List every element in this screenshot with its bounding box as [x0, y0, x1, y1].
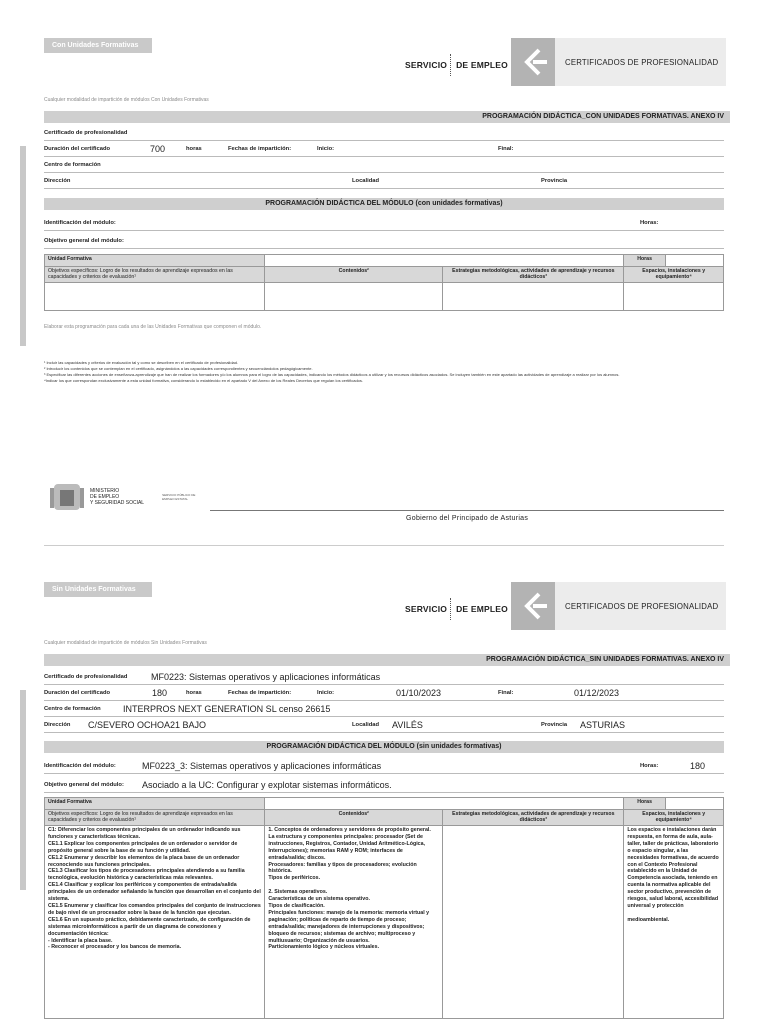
divider [44, 716, 724, 717]
centro-value: INTERPROS NEXT GENERATION SL censo 26615 [123, 704, 331, 714]
con-unidades-tag: Con Unidades Formativas [44, 38, 152, 53]
duracion-label: Duración del certificado [44, 690, 111, 696]
coat-of-arms-icon [50, 480, 84, 514]
horas-unit: horas [186, 690, 202, 696]
localidad-label: Localidad [352, 722, 380, 728]
objetivos-cell [45, 826, 265, 1019]
fechas-label: Fechas de impartición: [228, 690, 292, 696]
footnote: ³ Especificar las diferentes acciones de enseñanza-aprendizaje que han de realizar los formadores y/o los alumnos para el logro de las capacidades, indicando los métodos didácticos a utilizar y los recursos didácticos asociados. Se incluyen también en este apartado las actividades de aprendizaje a realizar por los alumnos. [44, 372, 620, 377]
page-divider [44, 545, 724, 546]
unidad-formativa-cell [265, 255, 624, 267]
divider [44, 684, 724, 685]
espacios-cell [624, 826, 724, 1019]
divider [44, 188, 724, 189]
cert-title: CERTIFICADOS DE PROFESIONALIDAD [565, 57, 719, 67]
direccion-value: C/SEVERO OCHOA21 BAJO [88, 720, 207, 730]
contenidos-header: Contenidos² [265, 267, 443, 283]
horas-cell [665, 798, 723, 810]
cert-header-box [511, 582, 726, 630]
estrategias-cell [443, 826, 624, 1019]
sepe-logo-icon [511, 38, 555, 86]
duracion-value: 180 [152, 688, 168, 698]
espacios-text: Los espacios e instalaciones darán respuesta, en forma de aula, aula-taller, taller de prácticas, laboratorio o espacio singular, a las necesidades formativas, de acuerdo con el Contexto Profesional establecido en la Unidad de Competencia asociada, teniendo en cuenta la normativa aplicable del sector productivo, prevención de riesgos, salud laboral, accesibilidad universal y protección medioambiental. [627, 827, 719, 923]
divider [44, 248, 724, 249]
certificado-label: Certificado de profesionalidad [44, 130, 128, 136]
identificacion-label: Identificación del módulo: [44, 763, 116, 769]
espacios-header: Espacios, instalaciones y equipamiento⁴ [624, 267, 724, 283]
divider [44, 792, 724, 793]
contenidos-cell [265, 283, 443, 311]
direccion-label: Dirección [44, 722, 71, 728]
horas-cell [665, 255, 723, 267]
modulo-table [44, 797, 724, 1019]
uf-table [44, 254, 724, 311]
divider [44, 230, 724, 231]
modalidad-text: Cualquier modalidad de impartición de módulos Con Unidades Formativas [44, 97, 209, 103]
provincia-value: ASTURIAS [580, 720, 626, 730]
espacios-cell [624, 283, 724, 311]
service-left: SERVICIO [405, 60, 448, 70]
divider [44, 172, 724, 173]
direccion-label: Dirección [44, 178, 71, 184]
duracion-value: 700 [150, 144, 166, 154]
localidad-value: AVILÉS [392, 720, 423, 730]
inicio-label: Inicio: [317, 690, 335, 696]
final-label: Final: [498, 690, 514, 696]
service-right: DE EMPLEO [456, 60, 508, 70]
objetivos-text: C1: Diferenciar los componentes principales de un ordenador indicando sus funciones y características técnicas. CE1.1 Explicar los componentes principales de un ordenador o servidor de propósito general sobre la base de su función y utilidad. CE1.2 Enumerar y describir los elementos de la placa base de un ordenador reconociendo sus funciones principales. CE1.3 Clasificar los tipos de procesadores principales atendiendo a su familia tecnológica, evolución histórica y características más relevantes. CE1.4 Clasificar y explicar los periféricos y componentes de entrada/salida principales de un ordenador señalando la función que desarrollan en el conjunto del sistema. CE1.5 Enumerar y clasificar los comandos principales del conjunto de instrucciones de bajo nivel de un procesador sobre la base de la función que ejecutan. CE1.6 En un supuesto práctico, debidamente caracterizado, de configuración de sistemas microinformáticos a partir de un diagrama de conexiones y documentación técnica: - Identificar la placa base. - Reconocer el procesador y los bancos de memoria. [48, 827, 261, 951]
unidad-formativa-header: Unidad Formativa [45, 255, 265, 267]
cert-header-box [511, 38, 726, 86]
elaborar-note: Elaborar esta programación para cada una de las Unidades Formativas que componen el módulo. [44, 324, 262, 330]
final-label: Final: [498, 146, 514, 152]
service-left: SERVICIO [405, 604, 448, 614]
divider [44, 140, 724, 141]
divider [44, 700, 724, 701]
objetivos-header: Objetivos específicos: Logro de los resultados de aprendizaje expresados en las capacidades y criterios de evaluación¹ [45, 267, 265, 283]
objetivos-cell [45, 283, 265, 311]
cert-title: CERTIFICADOS DE PROFESIONALIDAD [565, 601, 719, 611]
estrategias-header: Estrategias metodológicas, actividades de aprendizaje y recursos didácticos³ [443, 810, 624, 826]
sepe-small-text: SERVICIO PÚBLICO DE EMPLEO ESTATAL [162, 493, 196, 501]
modalidad-text: Cualquier modalidad de impartición de módulos Sin Unidades Formativas [44, 640, 207, 646]
final-value: 01/12/2023 [574, 688, 620, 698]
contenidos-cell [265, 826, 443, 1019]
identificacion-label: Identificación del módulo: [44, 220, 116, 226]
modulo-bar: PROGRAMACIÓN DIDÁCTICA DEL MÓDULO (con unidades formativas) [44, 198, 724, 210]
footnote: ² Introducir los contenidos que se contemplan en el certificado, asignándolos a las capacidades correspondientes y secuenciándolos pedagógicamente. [44, 366, 313, 371]
unidad-formativa-cell [265, 798, 624, 810]
sepe-logo-icon [511, 582, 555, 630]
ministerio-line: MINISTERIO [90, 488, 120, 494]
side-stripe [20, 146, 26, 346]
centro-label: Centro de formación [44, 162, 101, 168]
footnotes [44, 360, 724, 384]
divider [44, 773, 724, 774]
divider [44, 732, 724, 733]
contenidos-text: 1. Conceptos de ordenadores y servidores de propósito general. La estructura y componentes principales: procesador (Set de instrucciones, Registros, Contador, Unidad Aritmético-Lógica, Interrupciones); memorias RAM y ROM; interfaces de entrada/salida; discos. Procesadores: familias y tipos de procesadores; evolución histórica. Tipos de periféricos. 2. Sistemas operativos. Características de un sistema operativo. Tipos de clasificación. Principales funciones: manejo de la memoria: memoria virtual y paginación; políticas de reparto de tiempo de proceso; entrada/salida; manejadores de interrupciones y dispositivos; bloqueo de recursos; sistemas de archivo; multiproceso y multiusuario; Organización de usuarios. Particionamiento lógico y núcleos virtuales. [268, 827, 431, 951]
unidad-formativa-header: Unidad Formativa [45, 798, 265, 810]
service-separator [450, 598, 453, 620]
espacios-header: Espacios, instalaciones y equipamiento⁴ [624, 810, 724, 826]
certificado-value: MF0223: Sistemas operativos y aplicaciones informáticas [151, 672, 381, 682]
centro-label: Centro de formación [44, 706, 101, 712]
inicio-label: Inicio: [317, 146, 335, 152]
gobierno-line [210, 510, 724, 511]
estrategias-cell [443, 283, 624, 311]
provincia-label: Provincia [541, 178, 568, 184]
inicio-value: 01/10/2023 [396, 688, 442, 698]
objetivo-label: Objetivo general del módulo: [44, 238, 124, 244]
service-right: DE EMPLEO [456, 604, 508, 614]
objetivos-header: Objetivos específicos: Logro de los resultados de aprendizaje expresados en las capacidades y criterios de evaluación¹ [45, 810, 265, 826]
modulo-bar: PROGRAMACIÓN DIDÁCTICA DEL MÓDULO (sin unidades formativas) [44, 741, 724, 753]
provincia-label: Provincia [541, 722, 568, 728]
duracion-label: Duración del certificado [44, 146, 111, 152]
footnote: ⁴Indicar los que correspondan exclusivamente a esta unidad formativa, considerando lo establecido en el apartado V del Anexo de los Reales Decretos que regulan los certificados. [44, 378, 364, 383]
service-separator [450, 54, 453, 76]
objetivo-label: Objetivo general del módulo: [44, 782, 124, 788]
ministerio-line: DE EMPLEO [90, 494, 120, 500]
estrategias-header: Estrategias metodológicas, actividades de aprendizaje y recursos didácticos³ [443, 267, 624, 283]
sin-unidades-tag: Sin Unidades Formativas [44, 582, 152, 597]
horas-unit: horas [186, 146, 202, 152]
sepe-header [405, 580, 508, 620]
horas-label: Horas: [640, 220, 659, 226]
side-stripe [20, 690, 26, 890]
fechas-label: Fechas de impartición: [228, 146, 292, 152]
objetivo-value: Asociado a la UC: Configurar y explotar sistemas informáticos. [142, 780, 392, 790]
horas-label: Horas: [640, 763, 659, 769]
divider [44, 156, 724, 157]
horas-header: Horas [624, 255, 665, 267]
footnote: ¹ Incluir las capacidades y criterios de evaluación tal y como se describen en el certificado de profesionalidad. [44, 360, 239, 365]
sepe-header [405, 36, 508, 76]
contenidos-header: Contenidos² [265, 810, 443, 826]
identificacion-value: MF0223_3: Sistemas operativos y aplicaciones informáticas [142, 761, 382, 771]
certificado-label: Certificado de profesionalidad [44, 674, 128, 680]
programacion-bar: PROGRAMACIÓN DIDÁCTICA_CON UNIDADES FORMATIVAS. ANEXO IV [44, 111, 730, 123]
programacion-bar: PROGRAMACIÓN DIDÁCTICA_SIN UNIDADES FORMATIVAS. ANEXO IV [44, 654, 730, 666]
localidad-label: Localidad [352, 178, 380, 184]
horas-header: Horas [624, 798, 665, 810]
horas-value: 180 [690, 761, 706, 771]
ministerio-line: Y SEGURIDAD SOCIAL [90, 500, 145, 506]
ministerio-logo [50, 480, 202, 514]
gobierno-text: Gobierno del Principado de Asturias [406, 515, 529, 522]
